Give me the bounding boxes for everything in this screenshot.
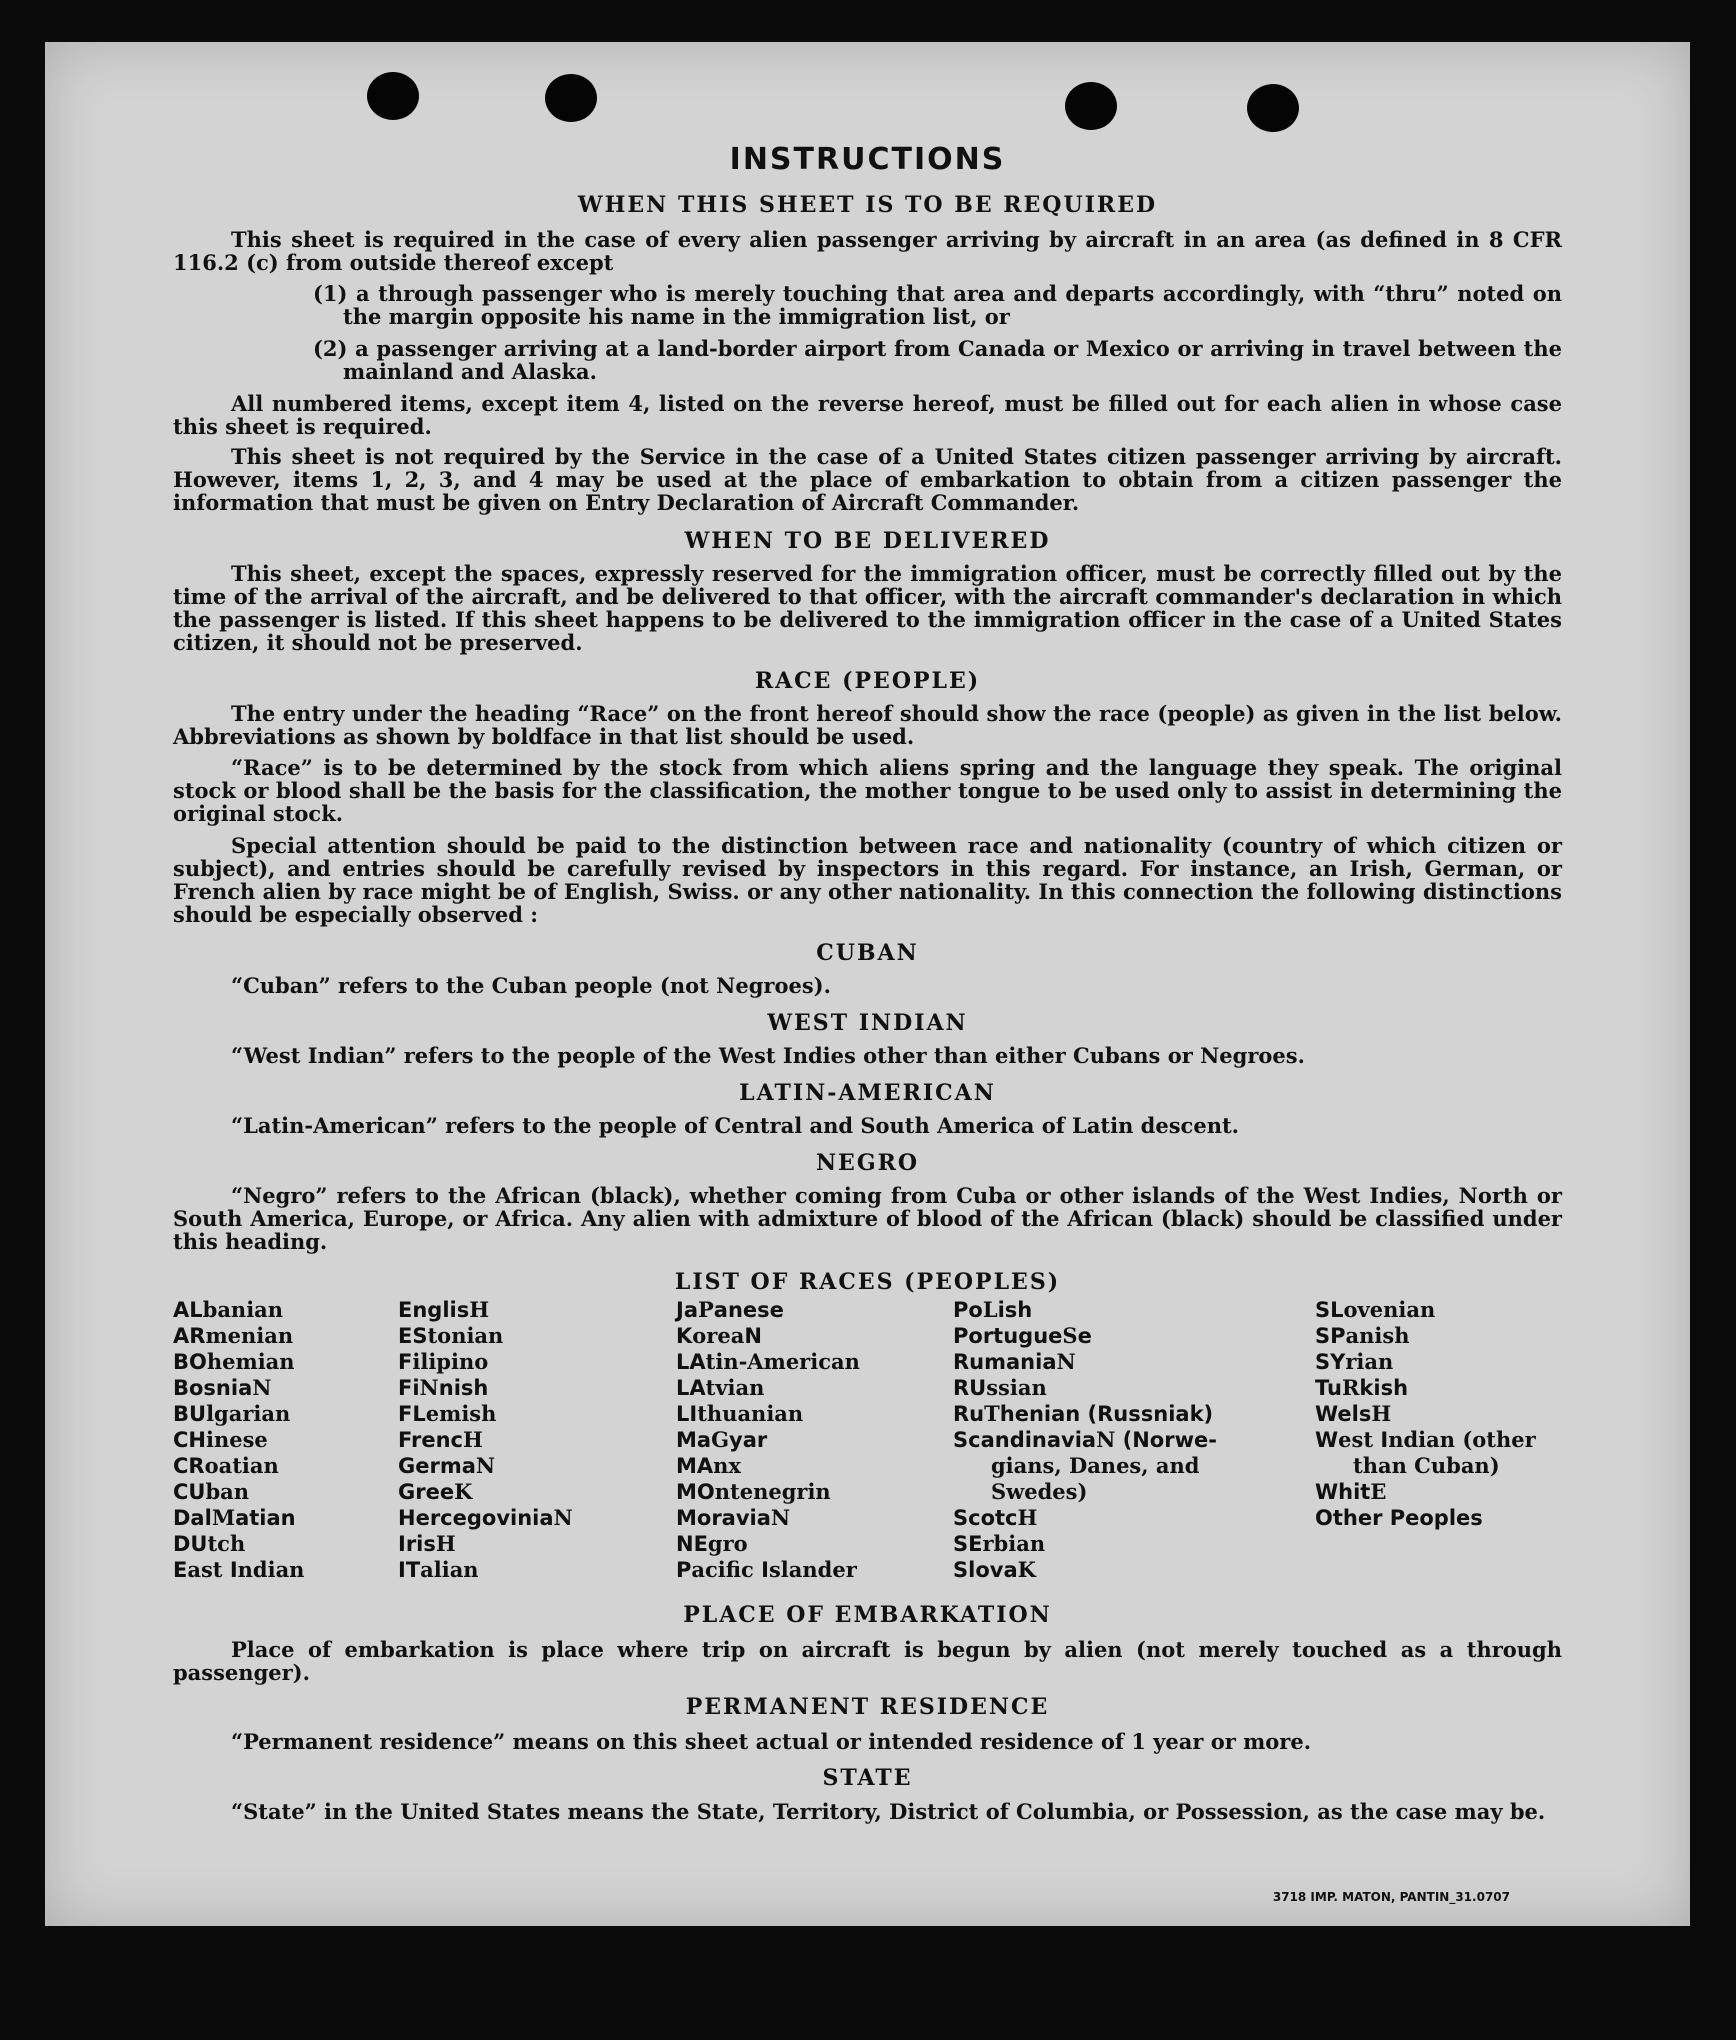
race-entry: RUssian <box>953 1375 1047 1400</box>
page-title: INSTRUCTIONS <box>729 142 1006 177</box>
race-entry: ITalian <box>398 1557 479 1582</box>
races-column <box>676 1297 860 1583</box>
race-entry: PoLish <box>953 1297 1033 1322</box>
race-entry: CHinese <box>173 1427 268 1452</box>
punch-hole <box>545 74 597 122</box>
race-entry: ALbanian <box>173 1297 284 1322</box>
heading-state: STATE <box>822 1765 913 1791</box>
paragraph-race-entry: The entry under the heading “Race” on the front hereof should show the race (people) as given in the list below. Abbreviations as shown by boldface in that list should be used. <box>173 701 1562 749</box>
race-entry: Other Peoples <box>1315 1506 1483 1530</box>
races-column <box>1315 1297 1536 1531</box>
race-entry: SPanish <box>1315 1323 1410 1348</box>
heading-delivered: WHEN TO BE DELIVERED <box>684 528 1051 554</box>
heading-required: WHEN THIS SHEET IS TO BE REQUIRED <box>577 192 1158 218</box>
heading-permanent-residence: PERMANENT RESIDENCE <box>685 1694 1050 1720</box>
race-entry: ScotcH <box>953 1505 1038 1530</box>
paragraph-citizen: This sheet is not required by the Service in the case of a United States citizen passenger arriving by aircraft. However, items 1, 2, 3, and 4 may be used at the place of embarkation to obtain from a citizen passenger the information that must be given on Entry Declaration of Aircraft Commander. <box>173 444 1562 515</box>
race-entry: GreeK <box>398 1479 473 1504</box>
race-entry: EnglisH <box>398 1297 490 1322</box>
race-entry: MoraviaN <box>676 1505 791 1530</box>
paragraph-negro: “Negro” refers to the African (black), whether coming from Cuba or other islands of the West Indies, North or South America, Europe, or Africa. Any alien with admixture of blood of the African (black) should be classified under this heading. <box>173 1183 1562 1254</box>
race-entry: HercegoviniaN <box>398 1505 573 1530</box>
paragraph-latin-american: “Latin-American” refers to the people of Central and South America of Latin descent. <box>231 1113 1239 1138</box>
heading-latin-american: LATIN-AMERICAN <box>739 1080 996 1106</box>
race-entry: ARmenian <box>173 1323 294 1348</box>
race-entry: LAtin-American <box>676 1349 860 1374</box>
race-entry: CRoatian <box>173 1453 279 1478</box>
document-sheet <box>45 42 1690 1926</box>
race-entry: DalMatian <box>173 1505 296 1530</box>
race-entry: MOntenegrin <box>676 1479 831 1504</box>
heading-cuban: CUBAN <box>816 940 919 966</box>
race-entry: SLovenian <box>1315 1297 1436 1322</box>
race-entry: West Indian (other <box>1315 1427 1536 1452</box>
races-column <box>953 1297 1217 1583</box>
paragraph-delivered: This sheet, except the spaces, expressly reserved for the immigration officer, must be correctly filled out by the time of the arrival of the aircraft, and be delivered to that officer, with the aircraft commander's declaration in which the passenger is listed. If this sheet happens to be delivered to the immigration officer in the case of a United States citizen, it should not be preserved. <box>173 561 1562 655</box>
race-entry: DUtch <box>173 1531 246 1556</box>
race-entry: MAnx <box>676 1453 741 1478</box>
race-entry: BOhemian <box>173 1349 295 1374</box>
race-entry: SlovaK <box>953 1557 1036 1582</box>
race-entry: RumaniaN <box>953 1349 1076 1374</box>
race-entry: BUlgarian <box>173 1401 291 1426</box>
race-entry: JaPanese <box>676 1297 784 1322</box>
race-entry: FiNnish <box>398 1375 489 1400</box>
race-entry: BosniaN <box>173 1375 272 1400</box>
paragraph-embarkation: Place of embarkation is place where trip on aircraft is begun by alien (not merely touched as a through passenger). <box>173 1637 1562 1685</box>
race-entry: than Cuban) <box>1353 1453 1500 1478</box>
races-column <box>398 1297 573 1583</box>
printer-imprint: 3718 IMP. MATON, PANTIN_31.0707 <box>1272 1890 1510 1904</box>
races-column <box>173 1297 304 1583</box>
paragraph-race-stock: “Race” is to be determined by the stock from which aliens spring and the language they speak. The original stock or blood shall be the basis for the classification, the mother tongue to be used only to assist in determining the original stock. <box>173 755 1562 826</box>
race-entry: NEgro <box>676 1531 748 1556</box>
race-entry: CUban <box>173 1479 250 1504</box>
race-entry: WhitE <box>1315 1479 1387 1504</box>
race-entry: FLemish <box>398 1401 497 1426</box>
punch-hole <box>367 72 419 120</box>
race-entry: TuRkish <box>1315 1375 1409 1400</box>
race-entry: Pacific Islander <box>676 1557 857 1582</box>
race-entry: MaGyar <box>676 1427 768 1452</box>
paragraph-exception-2: (2) a passenger arriving at a land-border airport from Canada or Mexico or arriving in travel between the mainland and Alaska. <box>313 336 1562 384</box>
paragraph-cuban: “Cuban” refers to the Cuban people (not Negroes). <box>231 973 831 998</box>
race-entry: ScandinaviaN (Norwe- <box>953 1427 1217 1452</box>
paragraph-numbered-items: All numbered items, except item 4, listed on the reverse hereof, must be filled out for each alien in whose case this sheet is required. <box>173 391 1562 439</box>
race-entry: GermaN <box>398 1453 496 1478</box>
heading-west-indian: WEST INDIAN <box>767 1010 968 1036</box>
paragraph-permanent-residence: “Permanent residence” means on this sheet actual or intended residence of 1 year or more. <box>231 1729 1312 1754</box>
race-entry: FrencH <box>398 1427 483 1452</box>
race-entry: East Indian <box>173 1557 305 1582</box>
race-entry: IrisH <box>398 1531 456 1556</box>
paragraph-required: This sheet is required in the case of every alien passenger arriving by aircraft in an area (as defined in 8 CFR 116.2 (c) from outside thereof except <box>173 227 1562 275</box>
heading-negro: NEGRO <box>815 1150 920 1176</box>
heading-list-of-races: LIST OF RACES (PEOPLES) <box>674 1269 1061 1295</box>
race-entry: Filipino <box>398 1349 489 1374</box>
race-entry: KoreaN <box>676 1323 762 1348</box>
race-entry: Swedes) <box>991 1479 1088 1504</box>
race-entry: gians, Danes, and <box>991 1453 1200 1478</box>
paragraph-exception-1: (1) a through passenger who is merely touching that area and departs accordingly, with “thru” noted on the margin opposite his name in the immigration list, or <box>313 281 1562 329</box>
heading-embarkation: PLACE OF EMBARKATION <box>683 1602 1052 1628</box>
race-entry: SErbian <box>953 1531 1046 1556</box>
race-entry: RuThenian (Russniak) <box>953 1401 1214 1426</box>
race-entry: SYrian <box>1315 1349 1394 1374</box>
race-entry: WelsH <box>1315 1401 1392 1426</box>
paragraph-west-indian: “West Indian” refers to the people of the West Indies other than either Cubans or Negroes. <box>231 1043 1305 1068</box>
heading-race: RACE (PEOPLE) <box>754 668 981 694</box>
race-entry: EStonian <box>398 1323 504 1348</box>
race-entry: LIthuanian <box>676 1401 804 1426</box>
paragraph-state: “State” in the United States means the State, Territory, District of Columbia, or Possession, as the case may be. <box>231 1799 1546 1824</box>
paragraph-race-nationality: Special attention should be paid to the distinction between race and nationality (country of which citizen or subject), and entries should be carefully revised by inspectors in this regard. For instance, an Irish, German, or French alien by race might be of English, Swiss. or any other nationality. In this connection the following distinctions should be especially observed : <box>173 833 1562 927</box>
punch-hole <box>1065 82 1117 130</box>
race-entry: LAtvian <box>676 1375 765 1400</box>
race-entry: PortugueSe <box>953 1323 1092 1348</box>
punch-hole <box>1247 84 1299 132</box>
